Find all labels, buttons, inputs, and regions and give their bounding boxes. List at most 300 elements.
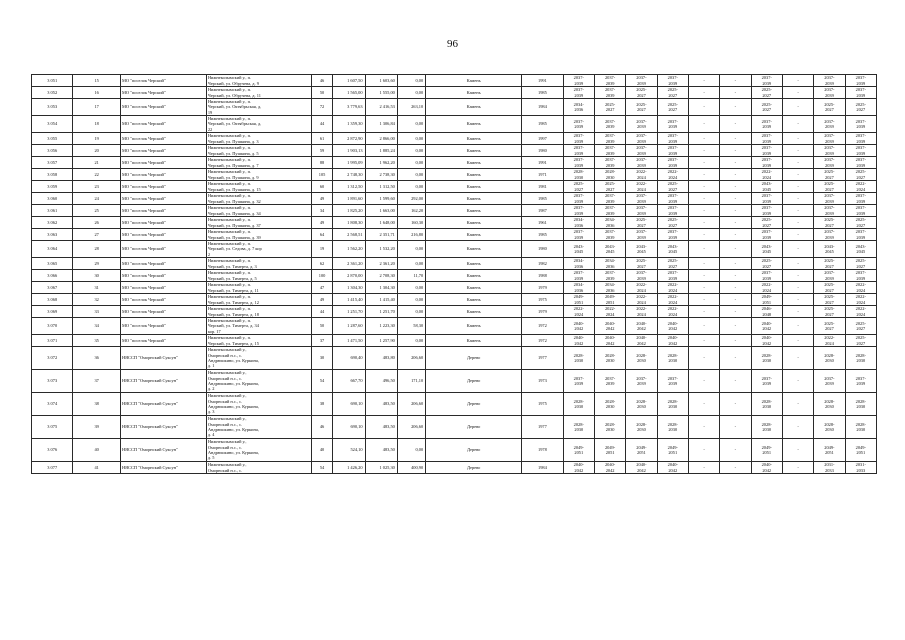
cell-p3	[626, 347, 657, 370]
table-row	[32, 294, 877, 306]
cell-line: 2039	[668, 150, 678, 156]
cell-line: 2037-	[761, 229, 772, 235]
cell-line: 2037-	[761, 145, 772, 151]
cell-line: Нижнеколымский у., п.	[207, 318, 252, 324]
cell-no: 3 072	[32, 347, 73, 370]
cell-a3: 0,00	[397, 241, 425, 258]
cell-p3	[626, 157, 657, 169]
cell-mo: МО "поселок Черский"	[120, 133, 206, 145]
cell-wall: Камень	[426, 133, 522, 145]
cell-line: 2025-	[761, 217, 772, 223]
cell-no: 3 074	[32, 393, 73, 416]
cell-line: 2028-	[824, 398, 835, 404]
cell-a2: 1 648,00	[365, 217, 397, 229]
cell-line: 2027	[762, 222, 772, 228]
cell-p2	[594, 335, 625, 347]
cell-line: 2037-	[824, 75, 835, 81]
cell-year: 1980	[522, 145, 563, 157]
cell-p9	[814, 270, 845, 282]
cell-line: 2027	[856, 174, 866, 180]
cell-addr	[206, 116, 311, 133]
cell-line: 2040-	[667, 335, 678, 341]
cell-a3: 58,30	[397, 318, 425, 335]
cell-a1: 1 287,60	[333, 318, 365, 335]
table-row	[32, 282, 877, 294]
cell-line: 2034-	[604, 282, 616, 288]
cell-p4	[657, 258, 688, 270]
cell-flats: 49	[311, 294, 332, 306]
cell-line: 2037-	[855, 87, 866, 93]
cell-p10	[845, 393, 876, 416]
cell-p6: -	[720, 205, 751, 217]
cell-wall: Камень	[426, 335, 522, 347]
cell-line: Черский, ул. Пушкина, д. 32	[207, 198, 261, 204]
cell-line: 2025-	[667, 258, 678, 264]
cell-a2: 496,50	[365, 370, 397, 393]
cell-idx: 29	[73, 258, 121, 270]
cell-p4	[657, 75, 688, 87]
cell-no: 3 068	[32, 294, 73, 306]
cell-p9	[814, 282, 845, 294]
cell-p6: -	[720, 181, 751, 193]
cell-line: Нижнеколымский у., п.	[207, 258, 252, 264]
cell-p4	[657, 181, 688, 193]
cell-p1	[563, 87, 594, 99]
cell-idx: 21	[73, 157, 121, 169]
cell-line: 2034-	[573, 282, 584, 288]
cell-line: 2037-	[855, 193, 866, 199]
cell-a1: 1 903,13	[333, 145, 365, 157]
cell-line: 2025-	[636, 258, 647, 264]
cell-flats: 19	[311, 241, 332, 258]
cell-line: 2025-	[667, 87, 678, 93]
cell-a1: 1 359,30	[333, 116, 365, 133]
cell-p3	[626, 306, 657, 318]
cell-wall: Дерево	[426, 416, 522, 439]
cell-mo: МО "поселок Черский"	[120, 181, 206, 193]
cell-line: 2049-	[573, 294, 584, 300]
cell-p7	[751, 294, 782, 306]
cell-p4	[657, 145, 688, 157]
cell-line: 2039	[574, 381, 584, 386]
cell-a1: 1 251,70	[333, 306, 365, 318]
table-row	[32, 169, 877, 181]
cell-p1	[563, 294, 594, 306]
cell-addr	[206, 306, 311, 318]
cell-a1: 1 891,60	[333, 193, 365, 205]
cell-line: 2039	[825, 80, 834, 86]
cell-line: 2030	[574, 427, 584, 432]
cell-line: 2022-	[636, 294, 647, 300]
cell-year: 1982	[522, 258, 563, 270]
cell-addr	[206, 416, 311, 439]
cell-line: 2037-	[855, 118, 866, 124]
cell-line: 2039	[668, 162, 678, 168]
cell-line: Нижнеколымский у., п.	[207, 294, 252, 300]
cell-addr	[206, 347, 311, 370]
cell-line: 2049-	[604, 294, 616, 300]
cell-p2	[594, 241, 625, 258]
cell-addr	[206, 87, 311, 99]
cell-line: 2040-	[604, 335, 616, 341]
cell-line: 2042	[605, 467, 615, 473]
cell-line: Черский, ул. Тимерта, д. 11	[207, 287, 259, 293]
cell-line: Нижнеколымский у., п.	[207, 145, 252, 151]
cell-flats: 54	[311, 370, 332, 393]
cell-line: Черский, ул. Пушкина, д. 5	[207, 150, 259, 156]
cell-line: 2040-	[604, 462, 616, 468]
cell-addr	[206, 181, 311, 193]
cell-line: 2036	[574, 222, 584, 228]
cell-addr	[206, 462, 311, 474]
cell-line: 2037-	[636, 205, 647, 211]
cell-flats: 49	[311, 217, 332, 229]
cell-year: 1984	[522, 99, 563, 116]
cell-line: Нижнеколымский у., п.	[207, 116, 252, 122]
cell-line: 2039	[574, 198, 584, 204]
cell-a2: 483,50	[365, 416, 397, 439]
cell-no: 3 051	[32, 75, 73, 87]
cell-addr	[206, 217, 311, 229]
cell-line: 2037-	[761, 118, 772, 124]
cell-a3: 0,00	[397, 306, 425, 318]
cell-year: 1987	[522, 205, 563, 217]
cell-p3	[626, 75, 657, 87]
cell-line: 2037-	[636, 145, 647, 151]
cell-line: 2039	[605, 198, 615, 204]
cell-line: 2037-	[824, 270, 835, 276]
cell-p9	[814, 347, 845, 370]
cell-line: 2037-	[824, 157, 835, 163]
cell-p8: -	[782, 205, 813, 217]
cell-p6: -	[720, 241, 751, 258]
cell-line: 2024	[856, 299, 866, 305]
cell-line: кор. 17	[207, 328, 221, 334]
cell-line: 2025-	[604, 181, 616, 187]
table-row	[32, 335, 877, 347]
cell-line: 2027	[825, 326, 834, 331]
cell-line: 2037-	[604, 270, 616, 276]
cell-line: 2037-	[636, 118, 647, 124]
cell-p8: -	[782, 169, 813, 181]
cell-line: 2024	[668, 287, 678, 293]
cell-line: 2028-	[855, 421, 866, 427]
cell-line: Черский, ул. Октябрьская, д.	[207, 104, 262, 110]
cell-idx: 19	[73, 133, 121, 145]
cell-line: 2042	[574, 326, 584, 331]
cell-p1	[563, 439, 594, 462]
cell-line: 2027	[825, 222, 834, 228]
cell-line: 2022-	[667, 169, 678, 175]
cell-line: Нижнеколымский у., п.	[207, 306, 252, 312]
cell-a1: 3 779,63	[333, 99, 365, 116]
cell-a2: 2 351,71	[365, 229, 397, 241]
cell-line: 2042	[668, 326, 678, 331]
table-row	[32, 205, 877, 217]
cell-line: 2030	[605, 404, 615, 409]
cell-addr	[206, 169, 311, 181]
table-row	[32, 370, 877, 393]
cell-flats: 46	[311, 75, 332, 87]
cell-wall: Камень	[426, 181, 522, 193]
table-row	[32, 270, 877, 282]
cell-line: 2024	[637, 311, 646, 317]
cell-idx: 18	[73, 116, 121, 133]
cell-line: 2037-	[604, 145, 616, 151]
cell-p10	[845, 318, 876, 335]
cell-line: 2025-	[636, 87, 647, 93]
cell-mo: НЯССП "Оморнский Суксун"	[120, 416, 206, 439]
cell-line: 2022-	[855, 181, 866, 187]
cell-wall: Камень	[426, 282, 522, 294]
cell-mo: НЯССП "Оморнский Суксун"	[120, 439, 206, 462]
cell-line: 2037-	[761, 133, 772, 139]
cell-line: 2030	[637, 404, 646, 409]
cell-p3	[626, 193, 657, 205]
cell-no: 3 057	[32, 157, 73, 169]
cell-year: 1985	[522, 87, 563, 99]
cell-p3	[626, 99, 657, 116]
cell-line: 2033	[856, 467, 866, 473]
cell-line: 2037-	[573, 133, 584, 139]
cell-p8: -	[782, 416, 813, 439]
cell-line: 2039	[856, 92, 866, 98]
cell-a1: 1 808,30	[333, 217, 365, 229]
cell-no: 3 055	[32, 133, 73, 145]
cell-mo: МО "поселок Черский"	[120, 318, 206, 335]
cell-line: 2027	[856, 107, 866, 112]
cell-a3: 206,60	[397, 416, 425, 439]
cell-p2	[594, 217, 625, 229]
cell-wall: Камень	[426, 157, 522, 169]
cell-idx: 36	[73, 347, 121, 370]
cell-line: 2024	[825, 340, 834, 346]
cell-p8: -	[782, 181, 813, 193]
cell-p2	[594, 393, 625, 416]
cell-line: 2024	[668, 299, 678, 305]
cell-line: 2037-	[855, 270, 866, 276]
cell-line: 2028-	[636, 398, 647, 404]
cell-p3	[626, 439, 657, 462]
cell-p7	[751, 205, 782, 217]
cell-flats: 54	[311, 462, 332, 474]
cell-p2	[594, 462, 625, 474]
cell-line: 2030	[762, 404, 772, 409]
cell-p3	[626, 258, 657, 270]
cell-line: 2025-	[855, 169, 866, 175]
cell-a3: 162,20	[397, 205, 425, 217]
cell-line: 2022-	[667, 282, 678, 288]
cell-p5: -	[688, 193, 719, 205]
cell-idx: 33	[73, 306, 121, 318]
cell-line: 2051	[574, 299, 584, 305]
cell-a3: 263,10	[397, 99, 425, 116]
cell-a1: 1 995,09	[333, 157, 365, 169]
cell-p5: -	[688, 439, 719, 462]
cell-line: 2039	[637, 80, 646, 86]
cell-line: 2025-	[667, 217, 678, 223]
cell-line: 2039	[668, 124, 678, 129]
cell-p1	[563, 193, 594, 205]
cell-line: 2042	[605, 340, 615, 346]
cell-p10	[845, 205, 876, 217]
cell-p7	[751, 193, 782, 205]
cell-line: 2030	[668, 404, 678, 409]
cell-mo: МО "поселок Черский"	[120, 241, 206, 258]
cell-line: 2025-	[824, 101, 835, 107]
cell-p9	[814, 258, 845, 270]
cell-line: 2030	[574, 174, 584, 180]
cell-no: 3 064	[32, 241, 73, 258]
cell-line: 2045	[825, 249, 834, 254]
cell-wall: Камень	[426, 217, 522, 229]
cell-p8: -	[782, 370, 813, 393]
cell-p10	[845, 157, 876, 169]
cell-line: Нижнеколымский у., п.	[207, 181, 252, 187]
cell-line: 2037-	[604, 205, 616, 211]
cell-p8: -	[782, 99, 813, 116]
cell-line: Черский, ул. Тимерта, д. 5	[207, 275, 257, 281]
cell-p6: -	[720, 306, 751, 318]
cell-p10	[845, 169, 876, 181]
cell-line: 2039	[762, 162, 772, 168]
cell-line: 2039	[668, 381, 678, 386]
cell-p5: -	[688, 157, 719, 169]
cell-a1: 1 415,40	[333, 294, 365, 306]
cell-p10	[845, 258, 876, 270]
cell-p9	[814, 157, 845, 169]
cell-line: 2048	[762, 311, 772, 317]
cell-p8: -	[782, 393, 813, 416]
cell-line: Нижнеколымский у., п.	[207, 157, 252, 163]
cell-line: Черский, ул. Пушкина, д. 9	[207, 174, 259, 180]
cell-line: Черский, ул. Пушкина, д. 7	[207, 162, 259, 168]
cell-line: 2040-	[636, 335, 647, 341]
cell-line: 2030	[637, 427, 646, 432]
cell-p4	[657, 116, 688, 133]
table-row	[32, 393, 877, 416]
cell-flats: 61	[311, 133, 332, 145]
cell-line: 2039	[637, 381, 646, 386]
cell-addr	[206, 99, 311, 116]
cell-line: 2037-	[604, 118, 616, 124]
cell-line: 2045	[668, 249, 678, 254]
cell-line: 2028-	[604, 398, 616, 404]
cell-line: 2027	[856, 263, 866, 269]
cell-line: 2027	[605, 186, 615, 192]
cell-line: 2037-	[636, 75, 647, 81]
cell-p9	[814, 462, 845, 474]
cell-p1	[563, 258, 594, 270]
cell-a3: 0,00	[397, 75, 425, 87]
cell-p6: -	[720, 462, 751, 474]
cell-p2	[594, 145, 625, 157]
cell-line: 2039	[762, 198, 772, 204]
cell-line: 19	[207, 109, 213, 115]
cell-a2: 2 361,20	[365, 258, 397, 270]
cell-line: 2042	[762, 467, 772, 473]
cell-a1: 2 568,51	[333, 229, 365, 241]
cell-p2	[594, 193, 625, 205]
cell-line: 2039	[574, 150, 584, 156]
cell-p6: -	[720, 370, 751, 393]
cell-line: 2022-	[855, 306, 866, 312]
cell-p2	[594, 181, 625, 193]
cell-year: 1975	[522, 294, 563, 306]
cell-addr	[206, 157, 311, 169]
cell-line: 2040-	[667, 320, 678, 326]
cell-p8: -	[782, 229, 813, 241]
cell-line: 2039	[762, 234, 772, 240]
cell-line: 2037-	[604, 375, 616, 381]
cell-year: 1978	[522, 439, 563, 462]
cell-line: 2039	[762, 150, 772, 156]
cell-line: 2051	[637, 450, 646, 455]
cell-p10	[845, 75, 876, 87]
cell-wall: Камень	[426, 318, 522, 335]
cell-line: 2039	[856, 150, 866, 156]
cell-line: 2037-	[636, 157, 647, 163]
cell-a2: 1 885,24	[365, 145, 397, 157]
cell-p6: -	[720, 99, 751, 116]
cell-idx: 37	[73, 370, 121, 393]
cell-line: 2039	[856, 198, 866, 204]
cell-p9	[814, 294, 845, 306]
cell-line: 2036	[605, 263, 615, 269]
cell-line: 2037-	[604, 87, 616, 93]
cell-line: 2039	[637, 138, 646, 144]
cell-a3: 0,00	[397, 145, 425, 157]
cell-a2: 483,50	[365, 393, 397, 416]
cell-line: 2022-	[761, 169, 772, 175]
cell-line: Черский, ул. Седова, д. 7 кор	[207, 246, 262, 252]
cell-line: 2039	[825, 138, 834, 144]
cell-line: 2039	[605, 210, 615, 216]
cell-line: Нижнеколымский у.,	[207, 462, 247, 468]
cell-line: 2025-	[824, 169, 835, 175]
cell-line: 2027	[856, 340, 866, 346]
cell-a2: 2 416,53	[365, 99, 397, 116]
cell-p1	[563, 416, 594, 439]
cell-line: 2039	[574, 234, 584, 240]
cell-line: 2037-	[824, 205, 835, 211]
cell-p10	[845, 181, 876, 193]
cell-line: 2040-	[636, 320, 647, 326]
cell-p2	[594, 270, 625, 282]
cell-line: 2037-	[824, 229, 835, 235]
cell-a2: 1 304,30	[365, 282, 397, 294]
cell-addr	[206, 258, 311, 270]
cell-line: 2028-	[604, 421, 616, 427]
cell-line: 2037-	[604, 229, 616, 235]
cell-line: д. 2	[207, 386, 215, 392]
cell-p9	[814, 416, 845, 439]
cell-line: Оморнский н.с., с.	[207, 421, 243, 427]
cell-p6: -	[720, 294, 751, 306]
cell-wall: Камень	[426, 87, 522, 99]
cell-no: 3 063	[32, 229, 73, 241]
cell-p7	[751, 75, 782, 87]
cell-flats: 60	[311, 181, 332, 193]
cell-line: 2027	[668, 186, 678, 192]
cell-line: 2030	[605, 358, 615, 363]
cell-line: Черский, ул. Пушкина, д. 34	[207, 210, 261, 216]
cell-line: 2043-	[824, 243, 835, 249]
cell-line: 2037-	[667, 133, 678, 139]
cell-p2	[594, 75, 625, 87]
cell-line: 2025-	[824, 217, 835, 223]
cell-line: 2037-	[855, 145, 866, 151]
